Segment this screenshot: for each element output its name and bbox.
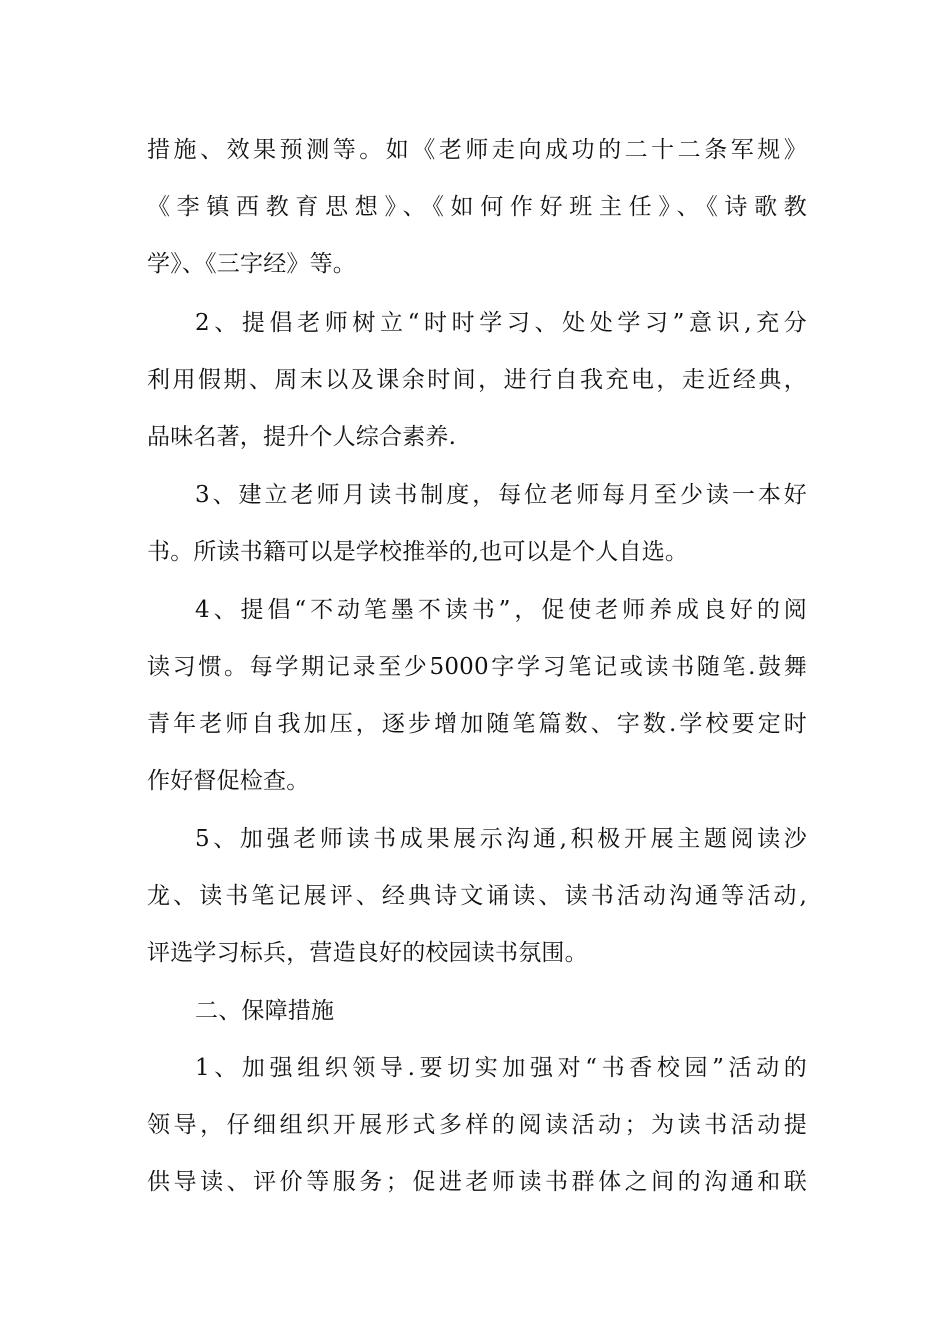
paragraph-line: 作好督促检查。 bbox=[147, 768, 310, 794]
paragraph-line: 品味名著，提升个人综合素养. bbox=[147, 424, 457, 450]
paragraph-line: 5、加强老师读书成果展示沟通,积极开展主题阅读沙 bbox=[195, 826, 807, 852]
paragraph-line: 措施、效果预测等。如《老师走向成功的二十二条军规》 bbox=[147, 137, 807, 163]
paragraph-line: 3、建立老师月读书制度，每位老师每月至少读一本好 bbox=[195, 482, 807, 508]
paragraph-line: 利用假期、周末以及课余时间，进行自我充电，走近经典， bbox=[147, 367, 807, 393]
paragraph-line: 龙、读书笔记展评、经典诗文诵读、读书活动沟通等活动, bbox=[147, 883, 807, 909]
paragraph-line: 学》、《三字经》等。 bbox=[147, 251, 356, 277]
paragraph-line: 领导，仔细组织开展形式多样的阅读活动；为读书活动提 bbox=[147, 1112, 807, 1138]
paragraph-line: 1、加强组织领导.要切实加强对“书香校园”活动的 bbox=[195, 1055, 807, 1081]
paragraph-line: 供导读、评价等服务；促进老师读书群体之间的沟通和联 bbox=[147, 1169, 807, 1195]
paragraph-line: 书。所读书籍可以是学校推举的,也可以是个人自选。 bbox=[147, 539, 689, 565]
paragraph-line: 2、提倡老师树立“时时学习、处处学习”意识,充分 bbox=[195, 310, 807, 336]
paragraph-line: 4、提倡“不动笔墨不读书”，促使老师养成良好的阅 bbox=[195, 597, 807, 623]
paragraph-line: 《李镇西教育思想》、《如何作好班主任》、《诗歌教 bbox=[147, 194, 807, 220]
paragraph-line: 青年老师自我加压，逐步增加随笔篇数、字数.学校要定时 bbox=[147, 711, 807, 737]
paragraph-line: 评选学习标兵，营造良好的校园读书氛围。 bbox=[147, 940, 588, 966]
paragraph-line: 读习惯。每学期记录至少5000字学习笔记或读书随笔.鼓舞 bbox=[147, 654, 807, 680]
section-heading: 二、保障措施 bbox=[195, 998, 335, 1024]
